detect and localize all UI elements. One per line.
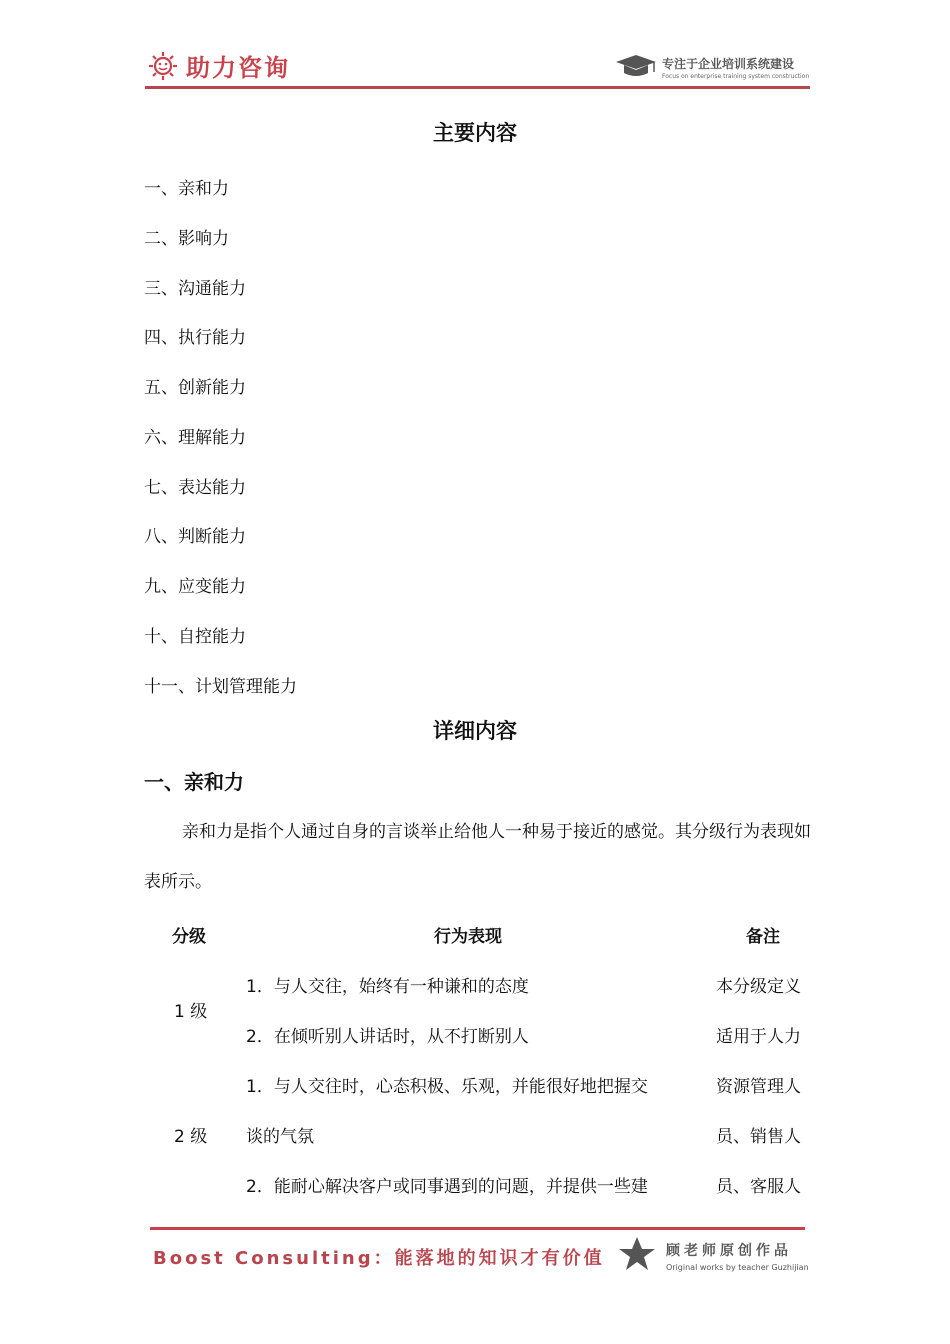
section-heading: 一、亲和力	[144, 770, 244, 794]
slogan-sub: Focus on enterprise training system construction	[662, 72, 810, 80]
toc-item: 五、创新能力	[144, 378, 246, 398]
slogan-main: 专注于企业培训系统建设	[662, 56, 795, 71]
level-2-label: 2 级	[174, 1127, 208, 1147]
intro-paragraph: 亲和力是指个人通过自身的言谈举止给他人一种易于接近的感觉。其分级行为表现如表所示。	[144, 822, 811, 892]
toc-item: 十一、计划管理能力	[144, 677, 297, 697]
footer-slogan: Boost Consulting：能落地的知识才有价值	[153, 1248, 605, 1269]
note-line: 本分级定义	[716, 977, 801, 997]
note-line: 适用于人力	[716, 1027, 801, 1047]
star-icon	[618, 1236, 656, 1272]
footer-author	[666, 1240, 809, 1272]
toc-title: 主要内容	[433, 121, 517, 145]
note-line: 员、客服人	[716, 1177, 801, 1197]
toc-item: 三、沟通能力	[144, 279, 246, 299]
level-2-behavior-1-cont: 谈的气氛	[246, 1127, 314, 1147]
level-1-behavior-1: 1．与人交往，始终有一种谦和的态度	[246, 977, 529, 997]
level-2-behavior-1: 1．与人交往时，心态积极、乐观，并能很好地把握交	[246, 1077, 648, 1097]
sun-logo-icon	[148, 51, 178, 81]
toc-item: 九、应变能力	[144, 577, 246, 597]
level-1-behavior-2: 2．在倾听别人讲话时，从不打断别人	[246, 1027, 529, 1047]
note-line: 资源管理人	[716, 1077, 801, 1097]
note-line: 员、销售人	[716, 1127, 801, 1147]
footer-divider	[150, 1227, 805, 1230]
header-note: 备注	[746, 927, 780, 947]
header-level: 分级	[172, 927, 206, 947]
header-slogan	[614, 52, 809, 82]
graduation-cap-icon	[614, 52, 658, 82]
header-divider	[145, 86, 810, 89]
level-1-label: 1 级	[174, 1002, 208, 1022]
toc-item: 六、理解能力	[144, 428, 246, 448]
toc-item: 八、判断能力	[144, 527, 246, 547]
toc-item: 二、影响力	[144, 229, 229, 249]
toc-item: 十、自控能力	[144, 627, 246, 647]
toc-item: 四、执行能力	[144, 328, 246, 348]
toc-item: 一、亲和力	[144, 179, 229, 199]
brand-logo	[148, 48, 290, 83]
header-behavior: 行为表现	[434, 927, 502, 947]
author-main: 顾老师原创作品	[666, 1243, 792, 1259]
level-2-behavior-2: 2．能耐心解决客户或同事遇到的问题，并提供一些建	[246, 1177, 648, 1197]
logo-text: 助力咨询	[186, 54, 290, 82]
toc-item: 七、表达能力	[144, 478, 246, 498]
detail-title: 详细内容	[433, 719, 517, 743]
author-sub: Original works by teacher Guzhijian	[666, 1263, 809, 1272]
